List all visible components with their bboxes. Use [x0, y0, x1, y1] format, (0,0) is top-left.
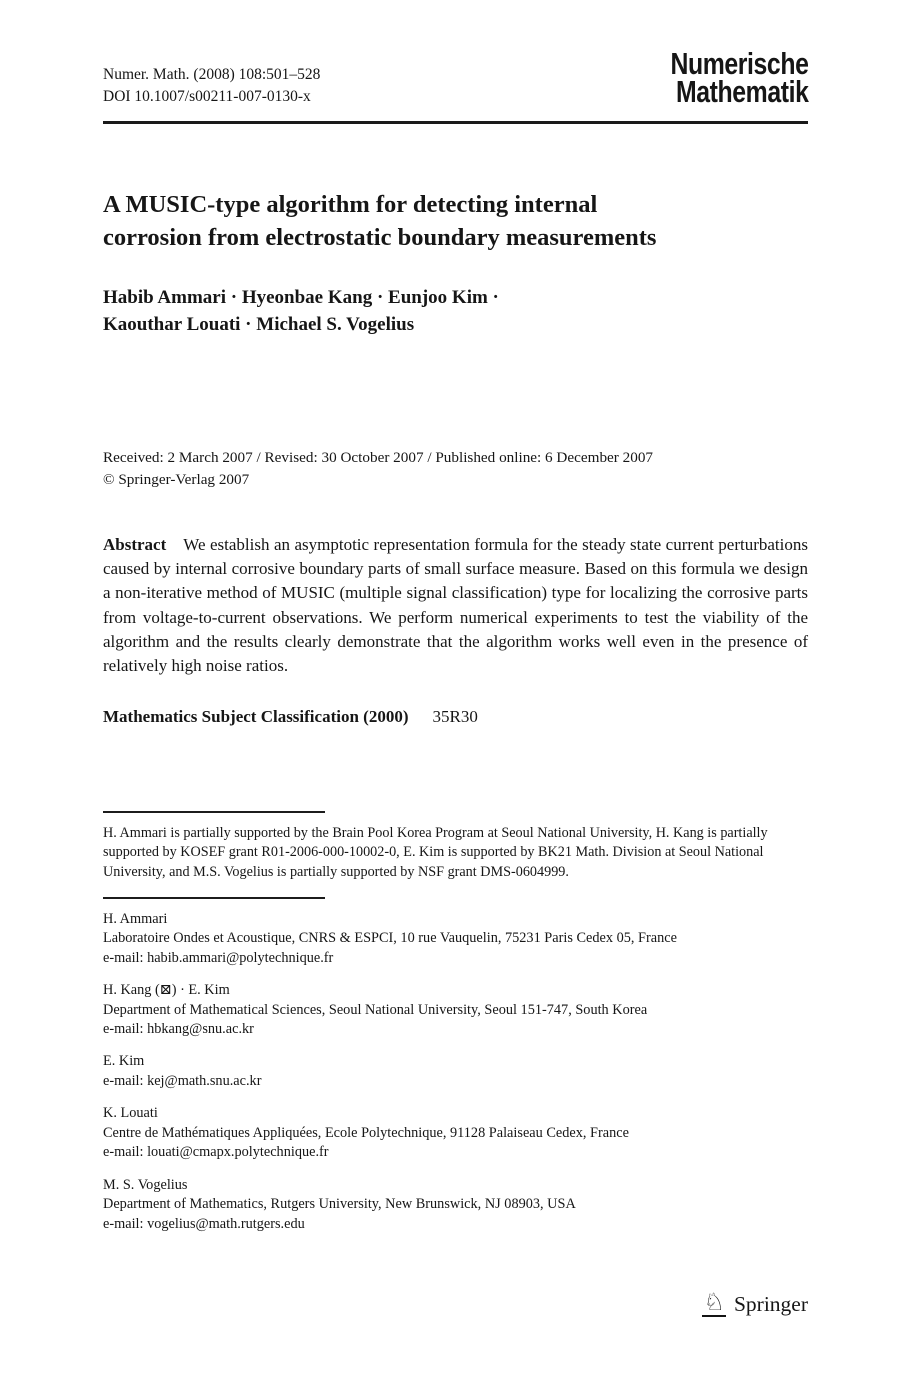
affiliation-louati [103, 1104, 808, 1162]
funding-note: H. Ammari is partially supported by the Brain Pool Korea Program at Seoul National University, H. Kang is partially supported by KOSEF grant R01-2006-000-10002-0, E. Kim is supported by BK21 Math. Division at Seoul National University, and M.S. Vogelius is partially supported by NSF grant DMS-0604999. [103, 824, 768, 881]
journal-citation: Numer. Math. (2008) 108:501–528 [103, 66, 321, 83]
author-line2: Kaouthar Louati · Michael S. Vogelius [103, 314, 415, 336]
footnote-rule [103, 811, 325, 813]
springer-knight-icon: ♘ [703, 1288, 725, 1316]
doi: DOI 10.1007/s00211-007-0130-x [103, 88, 311, 105]
affiliation-kim [103, 1052, 808, 1091]
affiliation-ammari [103, 910, 808, 968]
affiliation-name: H. Ammari [103, 910, 168, 927]
affiliation-name: K. Louati [103, 1105, 158, 1122]
msc-value: 35R30 [432, 706, 478, 726]
affiliation-address: Department of Mathematics, Rutgers University, New Brunswick, NJ 08903, USA [103, 1196, 576, 1213]
affiliation-name: H. Kang (⊠) · E. Kim [103, 982, 230, 999]
msc-line [103, 707, 808, 727]
abstract-text: We establish an asymptotic representation formula for the steady state current perturbations caused by internal corrosive boundary parts of small surface measure. Based on this formula we design a non-iterative method of MUSIC (multiple signal classification) type for localizing the corrosive parts from voltage-to-current observations. We perform numerical experiments to test the viability of the algorithm and the results clearly demonstrate that the algorithm works well even in the presence of relatively high noise ratios. [103, 535, 808, 675]
affiliation-email: e-mail: vogelius@math.rutgers.edu [103, 1215, 305, 1232]
journal-citation-block [103, 64, 320, 108]
paper-title [103, 188, 808, 254]
header-rule [103, 121, 808, 124]
affiliation-address: Department of Mathematical Sciences, Seoul National University, Seoul 151-747, South Korea [103, 1001, 648, 1018]
received-revised-published: Received: 2 March 2007 / Revised: 30 October 2007 / Published online: 6 December 2007 [103, 449, 654, 467]
copyright-line: © Springer-Verlag 2007 [103, 471, 250, 489]
affiliation-vogelius [103, 1176, 808, 1234]
abstract-label: Abstract [103, 535, 167, 555]
affiliation-name: M. S. Vogelius [103, 1176, 188, 1193]
page-header [103, 46, 808, 109]
publisher-name: Springer [733, 1292, 808, 1317]
journal-logo-line1: Numerische [670, 46, 808, 81]
paper-title-line1: A MUSIC-type algorithm for detecting internal [103, 191, 598, 218]
affiliation-address: Laboratoire Ondes et Acoustique, CNRS & ESPCI, 10 rue Vauquelin, 75231 Paris Cedex 05, France [103, 930, 677, 947]
affiliation-name: E. Kim [103, 1053, 145, 1070]
springer-logo [702, 1290, 808, 1317]
journal-logo-line2: Mathematik [675, 73, 808, 109]
affiliation-email: e-mail: habib.ammari@polytechnique.fr [103, 949, 334, 966]
affiliations [103, 910, 808, 1234]
footnote-rule-2 [103, 897, 325, 899]
affiliation-email: e-mail: louati@cmapx.polytechnique.fr [103, 1144, 329, 1161]
affiliation-email: e-mail: hbkang@snu.ac.kr [103, 1021, 254, 1038]
msc-label: Mathematics Subject Classification (2000) [103, 706, 409, 726]
author-line1: Habib Ammari · Hyeonbae Kang · Eunjoo Kim · [103, 287, 499, 309]
affiliation-kang-kim [103, 981, 808, 1039]
abstract [103, 533, 808, 678]
author-list [103, 285, 808, 339]
affiliation-address: Centre de Mathématiques Appliquées, Ecole Polytechnique, 91128 Palaiseau Cedex, France [103, 1124, 629, 1141]
paper-title-line2: corrosion from electrostatic boundary measurements [103, 224, 657, 252]
publication-history [103, 447, 808, 491]
affiliation-email: e-mail: kej@math.snu.ac.kr [103, 1072, 262, 1089]
journal-logo [670, 46, 808, 109]
